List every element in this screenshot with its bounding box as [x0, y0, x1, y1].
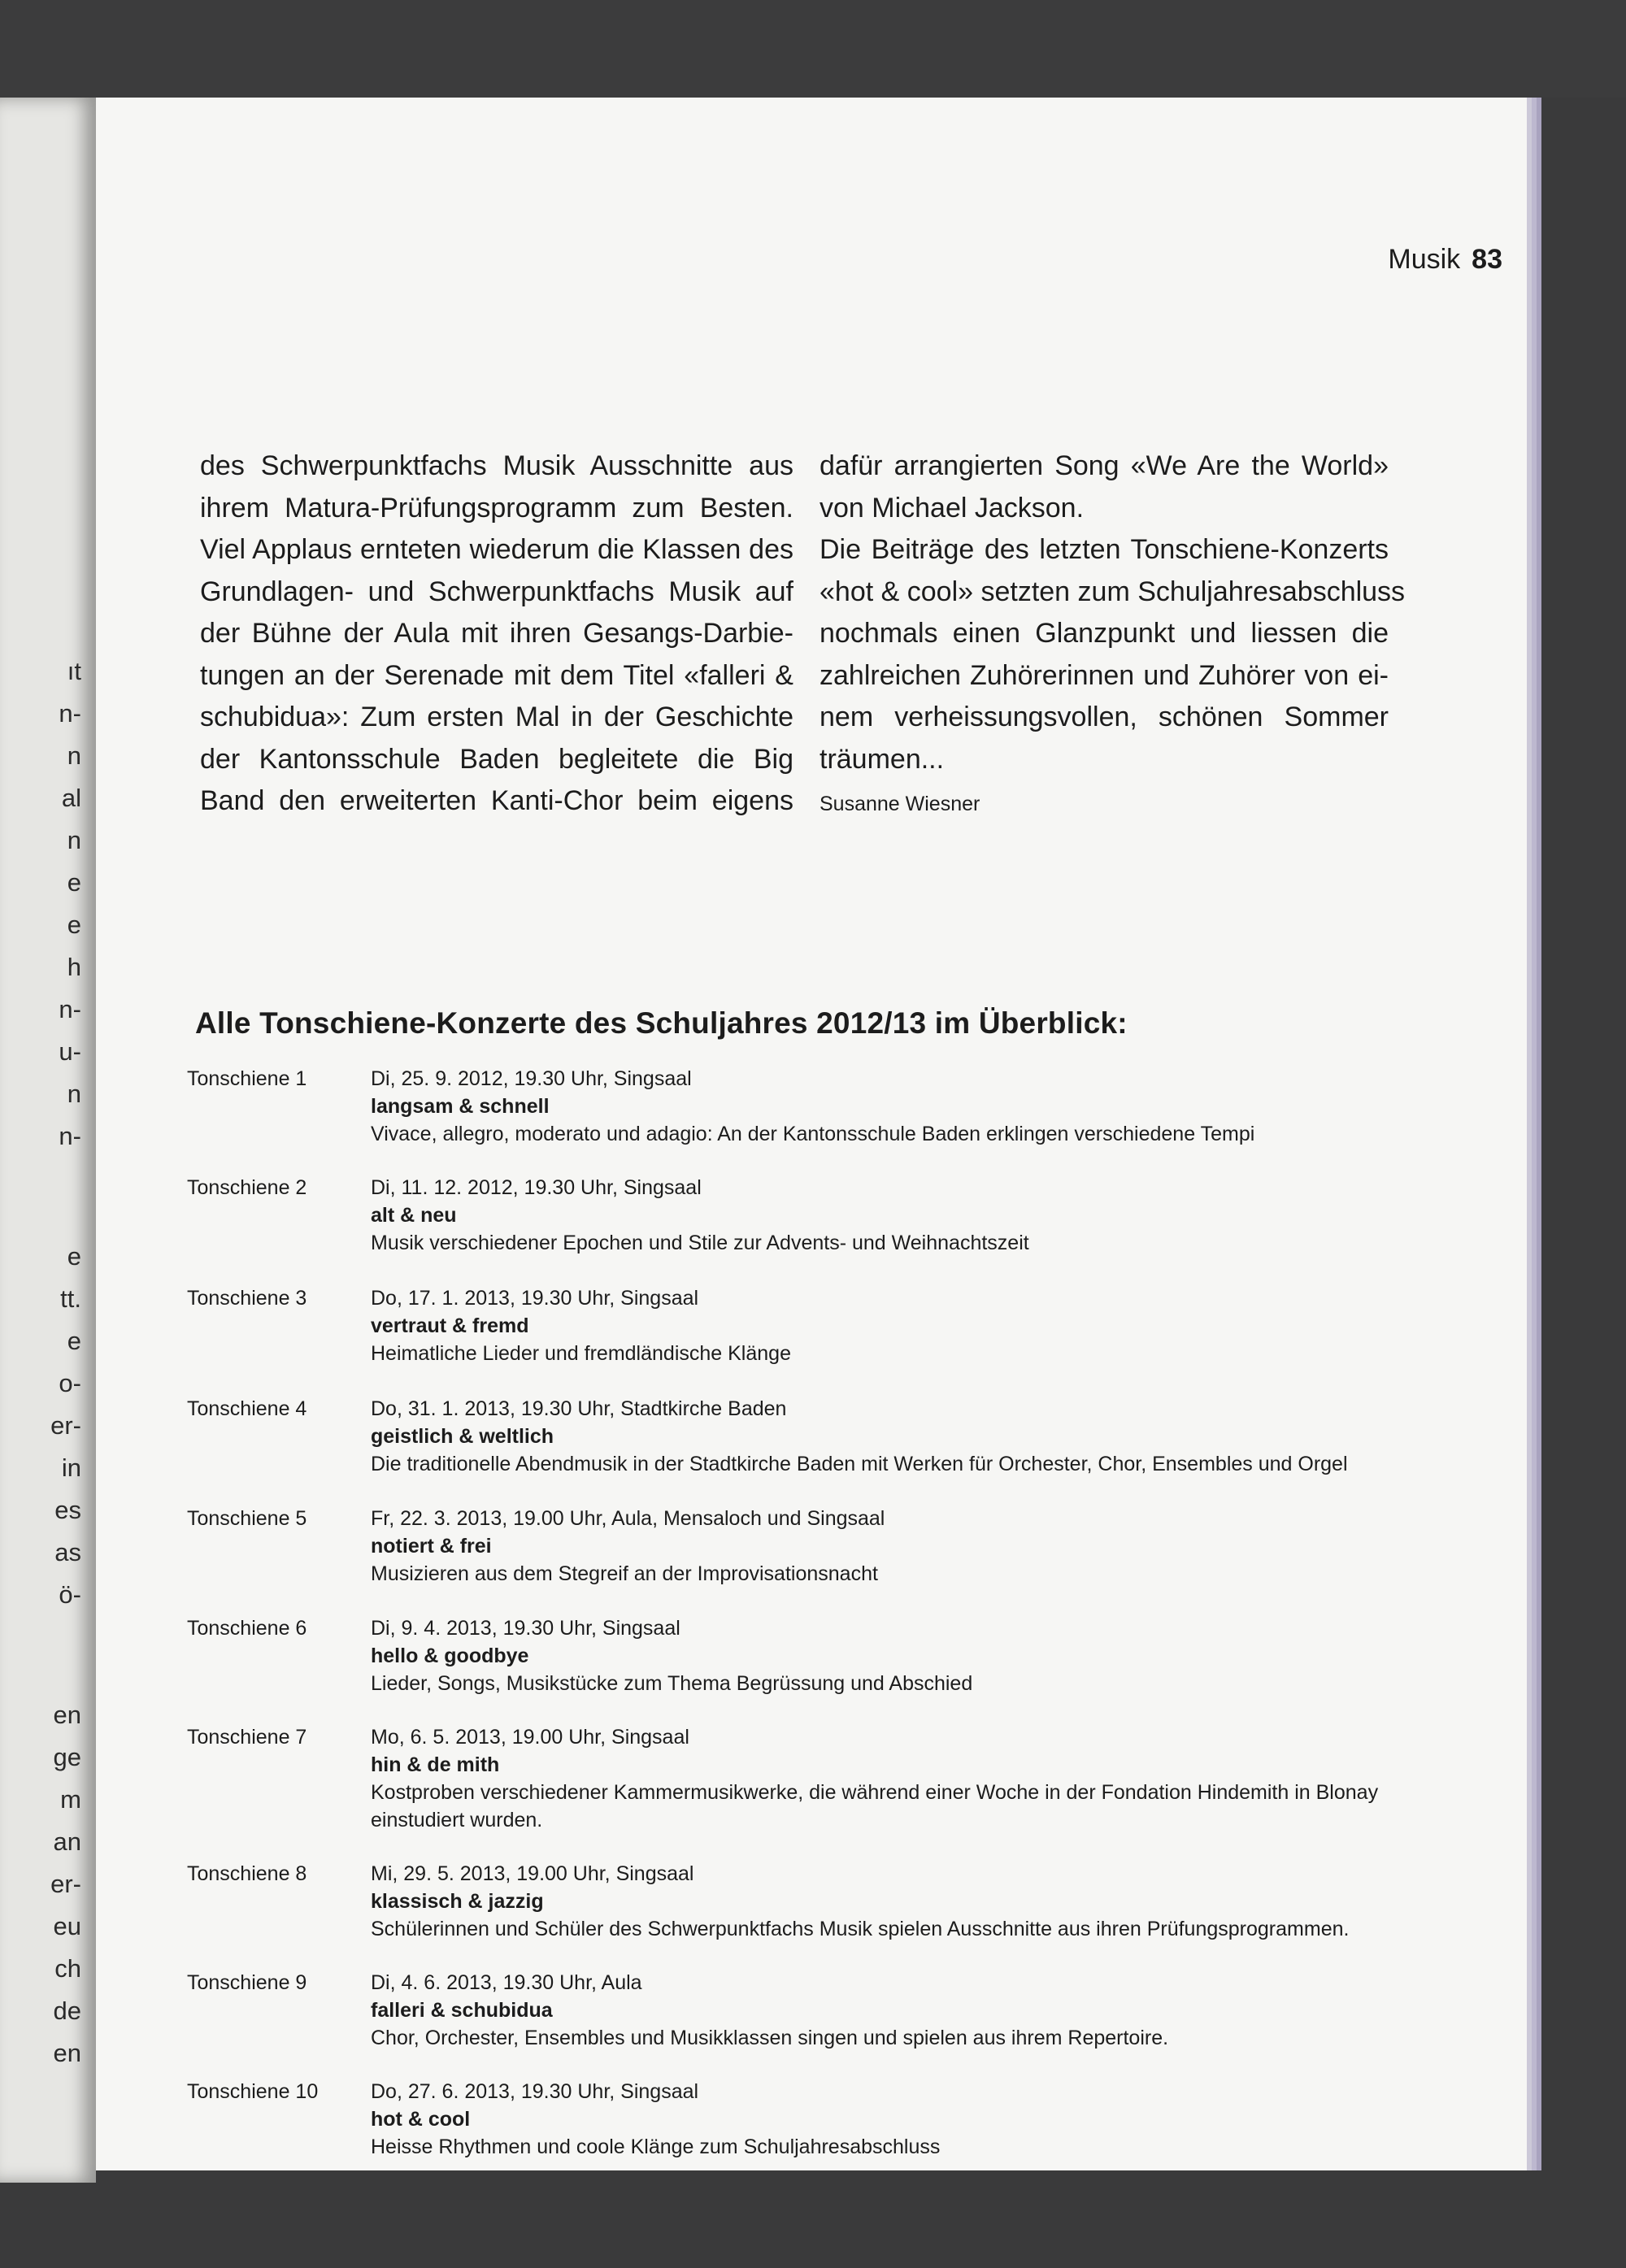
left-page-fragment: al — [61, 784, 81, 812]
left-page-fragment: e — [67, 868, 81, 897]
concert-info — [371, 1969, 1452, 2052]
body-line: Grundlagen- und Schwerpunktfachs Musik auf — [200, 576, 793, 607]
concert-description: Schülerinnen und Schüler des Schwerpunktfachs Musik spielen Ausschnitte aus ihren Prüfungsprogrammen. — [371, 1918, 1350, 1940]
concert-name: Tonschiene 4 — [187, 1397, 307, 1420]
left-page-fragment: ö- — [59, 1580, 81, 1609]
concert-info — [371, 1174, 1452, 1257]
body-line: nochmals einen Glanzpunkt und liessen die — [820, 618, 1389, 649]
concert-date: Mo, 6. 5. 2013, 19.00 Uhr, Singsaal — [371, 1726, 689, 1749]
left-page-fragment: in — [61, 1453, 81, 1482]
body-line: Die Beiträge des letzten Tonschiene-Konzerts — [820, 534, 1389, 565]
body-line: nem verheissungsvollen, schönen Sommer — [820, 702, 1389, 732]
concert-info — [371, 1614, 1452, 1697]
concert-name: Tonschiene 5 — [187, 1507, 307, 1530]
body-line: Band den erweiterten Kanti-Chor beim eigens — [200, 785, 793, 816]
body-line: Viel Applaus ernteten wiederum die Klassen des — [200, 534, 793, 565]
concert-description: Die traditionelle Abendmusik in der Stadtkirche Baden mit Werken für Orchester, Chor, Ensembles und Orgel — [371, 1453, 1348, 1475]
concert-date: Do, 17. 1. 2013, 19.30 Uhr, Singsaal — [371, 1287, 699, 1310]
left-page-fragment: n- — [59, 995, 81, 1023]
concert-date: Do, 27. 6. 2013, 19.30 Uhr, Singsaal — [371, 2080, 699, 2103]
left-page-fragment: er- — [50, 1411, 81, 1440]
section-title: Musik — [1388, 244, 1461, 275]
left-page-fragment: ıt — [67, 657, 81, 685]
concert-name: Tonschiene 10 — [187, 2080, 319, 2103]
left-page-fragment: an — [53, 1827, 81, 1856]
left-page-fragment: e — [67, 1327, 81, 1355]
concert-name: Tonschiene 8 — [187, 1862, 307, 1885]
body-column-left — [200, 445, 793, 823]
concert-subtitle: hin & de mith — [371, 1753, 500, 1776]
left-page-fragment: en — [53, 1701, 81, 1729]
body-line: von Michael Jackson. — [820, 492, 1085, 524]
concert-info — [371, 1723, 1452, 1834]
overview-heading: Alle Tonschiene-Konzerte des Schuljahres 2012/13 im Überblick: — [195, 1006, 1128, 1040]
concert-description: Heimatliche Lieder und fremdländische Klänge — [371, 1342, 791, 1365]
left-page-fragment: u- — [59, 1037, 81, 1066]
left-page-fragment: o- — [59, 1369, 81, 1397]
right-page — [96, 98, 1527, 2170]
left-page-fragment: m — [60, 1785, 81, 1814]
left-page-fragment: e — [67, 910, 81, 939]
concert-date: Di, 9. 4. 2013, 19.30 Uhr, Singsaal — [371, 1617, 680, 1640]
left-page-fragment: ch — [54, 1954, 81, 1983]
concert-info — [371, 1395, 1452, 1478]
concert-subtitle: hot & cool — [371, 2108, 471, 2131]
author-name: Susanne Wiesner — [820, 793, 980, 815]
page-number: 83 — [1472, 244, 1502, 275]
left-page-edge — [0, 98, 96, 2183]
concert-name: Tonschiene 9 — [187, 1971, 307, 1994]
concert-subtitle: vertraut & fremd — [371, 1314, 529, 1337]
concert-info — [371, 1065, 1452, 1148]
concert-info — [371, 2078, 1452, 2161]
concert-description: Heisse Rhythmen und coole Klänge zum Schuljahresabschluss — [371, 2135, 941, 2158]
concert-subtitle: notiert & frei — [371, 1535, 492, 1558]
body-line: tungen an der Serenade mit dem Titel «falleri & — [200, 659, 793, 691]
concert-name: Tonschiene 7 — [187, 1726, 307, 1749]
left-page-fragment: n- — [59, 1122, 81, 1150]
running-header — [1267, 244, 1502, 276]
left-page-fragment: n — [67, 826, 81, 854]
body-line: zahlreichen Zuhörerinnen und Zuhörer von ei- — [820, 659, 1389, 691]
body-column-right — [820, 445, 1406, 826]
body-line: dafür arrangierten Song «We Are the World» — [820, 450, 1389, 481]
concert-subtitle: langsam & schnell — [371, 1095, 550, 1118]
concert-date: Di, 11. 12. 2012, 19.30 Uhr, Singsaal — [371, 1176, 702, 1199]
left-page-fragment: en — [53, 2039, 81, 2067]
concert-date: Mi, 29. 5. 2013, 19.00 Uhr, Singsaal — [371, 1862, 694, 1885]
concert-subtitle: geistlich & weltlich — [371, 1425, 554, 1448]
concert-description: Musik verschiedener Epochen und Stile zur Advents- und Weihnachtszeit — [371, 1232, 1029, 1254]
concert-subtitle: klassisch & jazzig — [371, 1890, 544, 1913]
concert-description: Chor, Orchester, Ensembles und Musikklassen singen und spielen aus ihrem Repertoire. — [371, 2027, 1169, 2049]
concert-date: Do, 31. 1. 2013, 19.30 Uhr, Stadtkirche Baden — [371, 1397, 787, 1420]
concert-info — [371, 1284, 1452, 1367]
concert-subtitle: hello & goodbye — [371, 1645, 529, 1667]
concert-subtitle: falleri & schubidua — [371, 1999, 553, 2022]
concert-date: Fr, 22. 3. 2013, 19.00 Uhr, Aula, Mensaloch und Singsaal — [371, 1507, 885, 1530]
concert-name: Tonschiene 1 — [187, 1067, 307, 1090]
left-page-fragment: er- — [50, 1870, 81, 1898]
left-page-fragment: h — [67, 953, 81, 981]
body-line: «hot & cool» setzten zum Schuljahresabschluss — [820, 576, 1406, 607]
concert-description: Kostproben verschiedener Kammermusikwerke, die während einer Woche in der Fondation Hindemith in Blonay einstudiert wurden. — [371, 1781, 1379, 1831]
left-page-fragment: es — [54, 1496, 81, 1524]
concert-description: Lieder, Songs, Musikstücke zum Thema Begrüssung und Abschied — [371, 1672, 973, 1695]
left-page-fragment: e — [67, 1242, 81, 1271]
concert-info — [371, 1505, 1452, 1588]
body-line: schubidua»: Zum ersten Mal in der Geschichte — [200, 702, 793, 732]
concert-subtitle: alt & neu — [371, 1204, 457, 1227]
concert-name: Tonschiene 3 — [187, 1287, 307, 1310]
left-page-fragment: eu — [53, 1912, 81, 1940]
left-page-fragment: as — [54, 1538, 81, 1566]
left-page-fragment: de — [53, 1996, 81, 2025]
concert-date: Di, 4. 6. 2013, 19.30 Uhr, Aula — [371, 1971, 642, 1994]
left-page-fragment: n — [67, 741, 81, 770]
left-page-fragment: ge — [53, 1743, 81, 1771]
left-page-fragment: tt. — [60, 1284, 81, 1313]
body-line: träumen... — [820, 743, 945, 775]
body-line: ihrem Matura-Prüfungsprogramm zum Besten. — [200, 492, 793, 524]
concert-description: Vivace, allegro, moderato und adagio: An der Kantonsschule Baden erklingen verschiedene Tempi — [371, 1123, 1255, 1145]
left-page-fragment: n- — [59, 699, 81, 728]
body-line: der Bühne der Aula mit ihren Gesangs-Darbie- — [200, 618, 793, 649]
concert-name: Tonschiene 6 — [187, 1617, 307, 1640]
concert-date: Di, 25. 9. 2012, 19.30 Uhr, Singsaal — [371, 1067, 692, 1090]
concert-description: Musizieren aus dem Stegreif an der Improvisationsnacht — [371, 1562, 878, 1585]
concert-info — [371, 1860, 1452, 1943]
concert-name: Tonschiene 2 — [187, 1176, 307, 1199]
left-page-fragment: n — [67, 1080, 81, 1108]
body-line: der Kantonsschule Baden begleitete die Big — [200, 743, 793, 775]
scan-background — [0, 0, 1626, 98]
body-line: des Schwerpunktfachs Musik Ausschnitte aus — [200, 450, 793, 481]
